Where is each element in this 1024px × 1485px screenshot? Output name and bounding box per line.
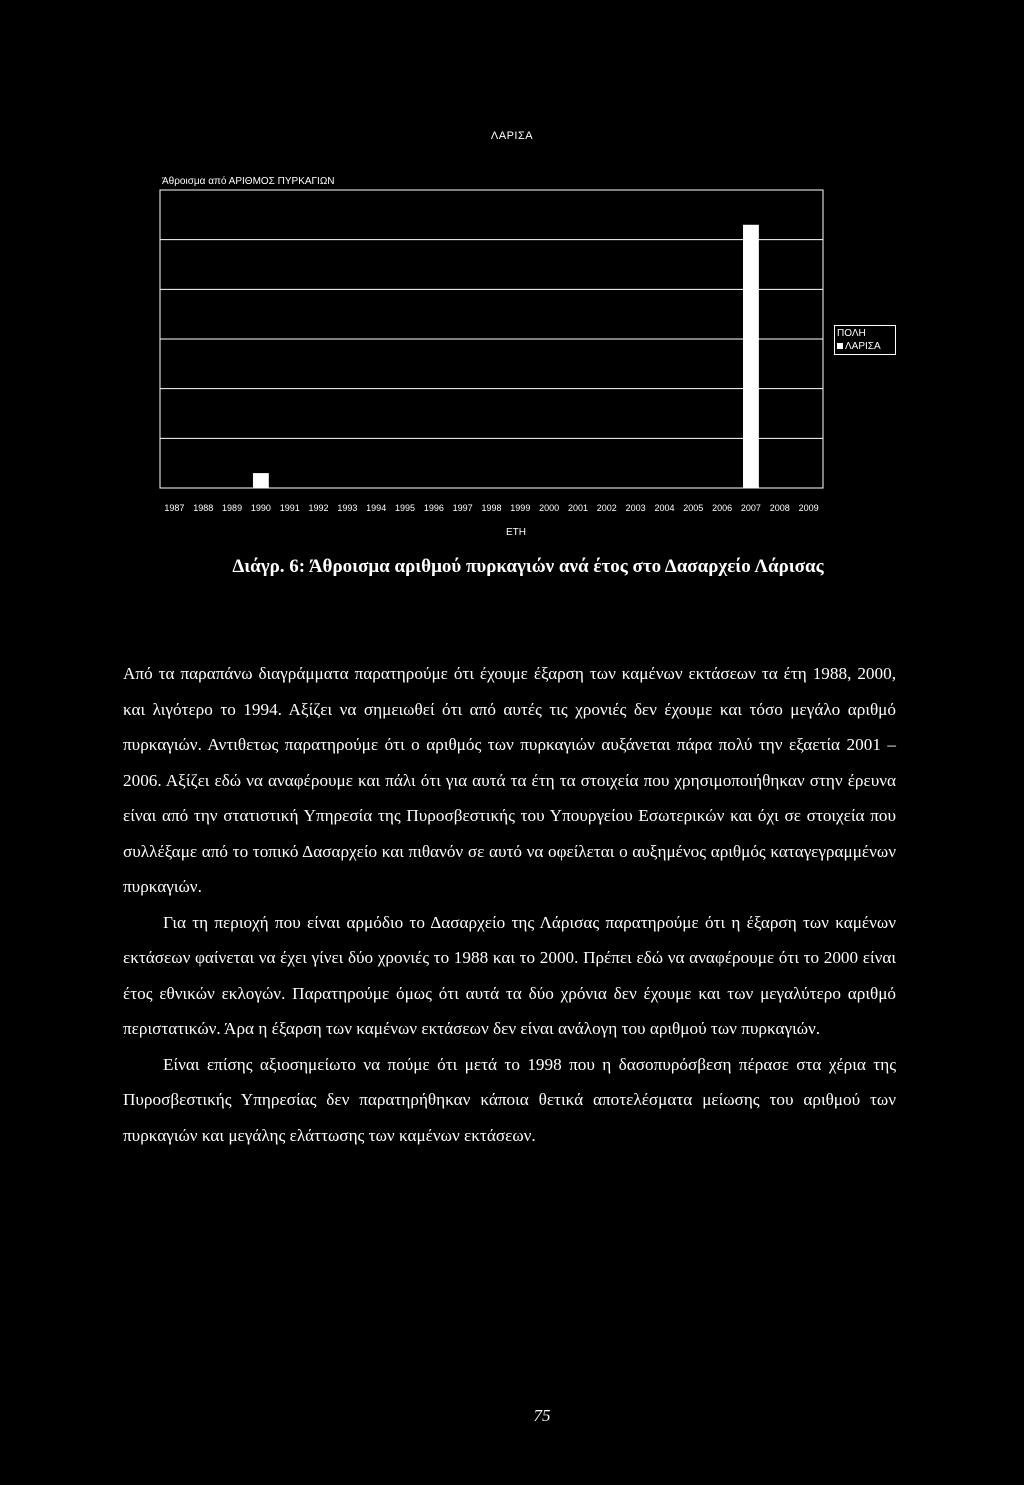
paragraph: Από τα παραπάνω διαγράμματα παρατηρούμε ότι έχουμε έξαρση των καμένων εκτάσεων τα έτη 1988, 2000, και λιγότερο το 1994. Αξίζει να σημειωθεί ότι από αυτές τις χρονιές δεν έχουμε και τόσο μεγάλο αριθμό πυρκαγιών. Αντιθετως παρατηρούμε ότι ο αριθμός των πυρκαγιών αυξάνεται πάρα πολύ την εξαετία 2001 – 2006. Αξίζει εδώ να αναφέρουμε και πάλι ότι για αυτά τα έτη τα στοιχεία που χρησιμοποιήθηκαν στην έρευνα είναι από την στατιστική Υπηρεσία της Πυροσβεστικής του Υπουργείου Εσωτερικών και όχι σε στοιχεία που συλλέξαμε από το τοπικό Δασαρχείο και πιθανόν σε αυτό να οφείλεται ο αυξημένος αριθμός καταγεγραμμένων πυρκαγιών. bbox=[123, 664, 896, 896]
x-tick-label: 1991 bbox=[279, 503, 300, 513]
legend-item-label: ΛΑΡΙΣΑ bbox=[845, 341, 881, 352]
body-text bbox=[123, 656, 896, 1153]
x-tick-label: 1998 bbox=[481, 503, 502, 513]
x-tick-label: 2008 bbox=[769, 503, 790, 513]
x-tick-label: 2002 bbox=[596, 503, 617, 513]
x-tick-label: 2005 bbox=[683, 503, 704, 513]
page-number: 75 bbox=[533, 1406, 551, 1425]
legend-item bbox=[837, 340, 893, 353]
figure-caption: Διάγρ. 6: Άθροισμα αριθμού πυρκαγιών ανά έτος στο Δασαρχείο Λάρισας bbox=[232, 556, 824, 577]
bar bbox=[743, 225, 759, 488]
paragraph: Για τη περιοχή που είναι αρμόδιο το Δασαρχείο της Λάρισας παρατηρούμε ότι η έξαρση των καμένων εκτάσεων φαίνεται να έχει γίνει δύο χρονιές το 1988 και το 2000. Πρέπει εδώ να αναφέρουμε ότι το 2000 είναι έτος εθνικών εκλογών. Παρατηρούμε όμως ότι αυτά τα δύο χρόνια δεν έχουμε και των μεγαλύτερο αριθμό περιστατικών. Άρα η έξαρση των καμένων εκτάσεων δεν είναι ανάλογη του αριθμού των πυρκαγιών. bbox=[123, 912, 896, 1038]
chart-legend bbox=[834, 325, 896, 355]
legend-title: ΠΟΛΗ bbox=[837, 328, 866, 339]
x-tick-label: 2001 bbox=[567, 503, 588, 513]
x-tick-label: 1990 bbox=[250, 503, 271, 513]
x-tick-label: 1993 bbox=[337, 503, 358, 513]
x-tick-label: 1987 bbox=[164, 503, 185, 513]
x-tick-label: 1989 bbox=[222, 503, 243, 513]
paragraph: Είναι επίσης αξιοσημείωτο να πούμε ότι μετά το 1998 που η δασοπυρόσβεση πέρασε στα χέρια της Πυροσβεστικής Υπηρεσίας δεν παρατηρήθηκαν κάποια θετικά αποτελέσματα μείωσης του αριθμού των πυρκαγιών και μεγάλης ελάττωσης των καμένων εκτάσεων. bbox=[123, 1054, 896, 1145]
series-label: Άθροισμα από ΑΡΙΘΜΟΣ ΠΥΡΚΑΓΙΩΝ bbox=[162, 176, 335, 187]
x-tick-label: 2006 bbox=[712, 503, 733, 513]
x-tick-label: 1995 bbox=[395, 503, 416, 513]
x-tick-label: 2000 bbox=[539, 503, 560, 513]
bar-chart bbox=[0, 0, 1024, 540]
x-tick-label: 2004 bbox=[654, 503, 675, 513]
legend-swatch bbox=[837, 343, 843, 349]
x-tick-label: 2009 bbox=[798, 503, 819, 513]
x-axis-label: ΕΤΗ bbox=[506, 527, 526, 538]
x-tick-label: 2007 bbox=[740, 503, 761, 513]
x-tick-label: 1997 bbox=[452, 503, 473, 513]
chart-title: ΛΑΡΙΣΑ bbox=[490, 130, 534, 142]
x-tick-label: 1996 bbox=[423, 503, 444, 513]
x-tick-label: 1988 bbox=[193, 503, 214, 513]
x-tick-label: 1992 bbox=[308, 503, 329, 513]
x-tick-label: 2003 bbox=[625, 503, 646, 513]
x-tick-label: 1999 bbox=[510, 503, 531, 513]
x-tick-label: 1994 bbox=[366, 503, 387, 513]
bar bbox=[253, 473, 269, 488]
